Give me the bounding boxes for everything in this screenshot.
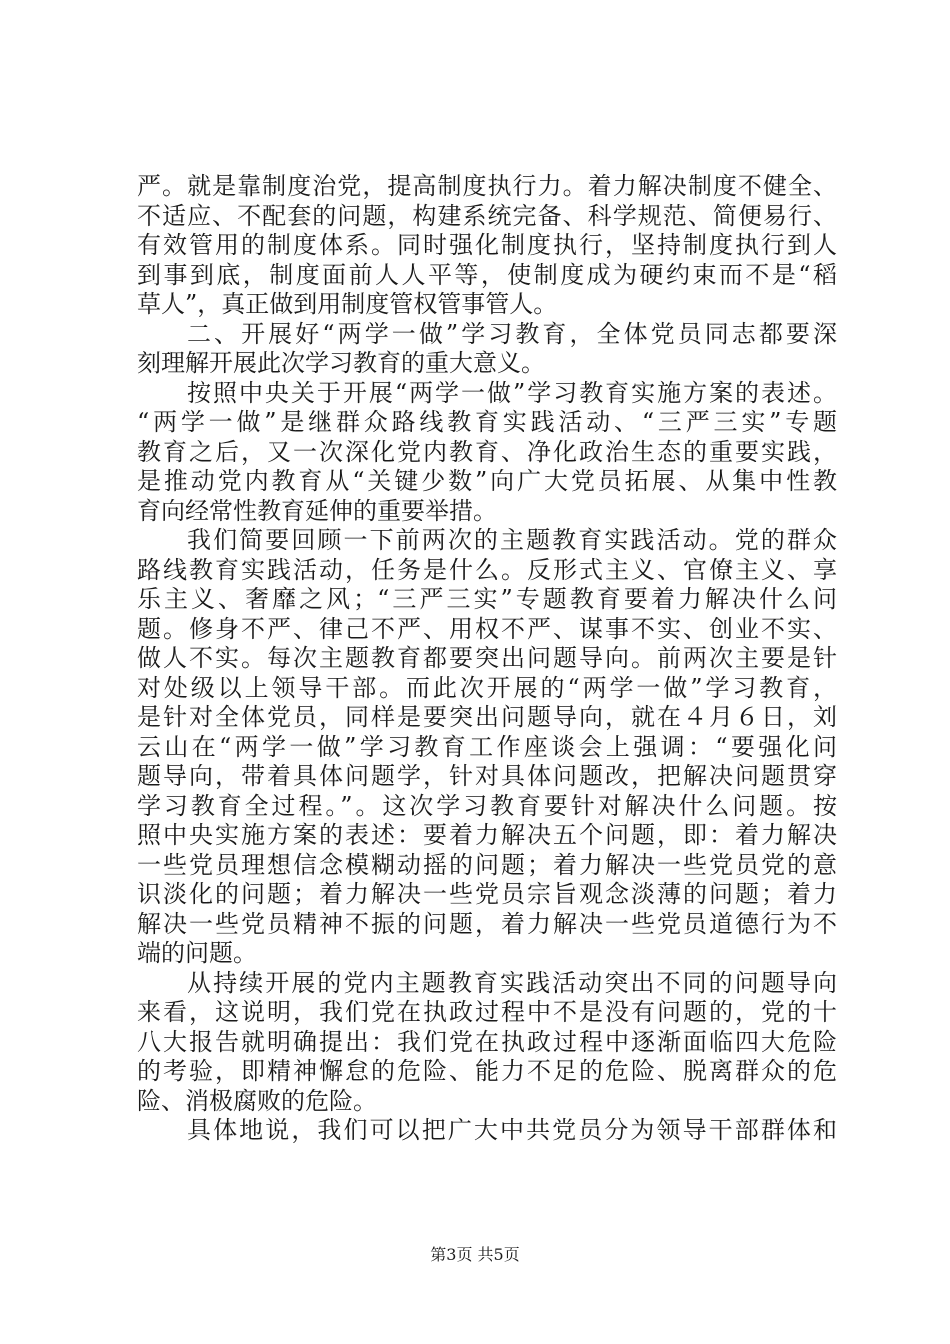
text-line: 做人不实。每次主题教育都要突出问题导向。前两次主要是针 bbox=[137, 644, 837, 672]
text-line: 有效管用的制度体系。同时强化制度执行，坚持制度执行到人 bbox=[137, 231, 837, 259]
text-line: 来看，这说明，我们党在执政过程中不是没有问题的，党的十 bbox=[137, 998, 837, 1026]
text-line: 不适应、不配套的问题，构建系统完备、科学规范、简便易行、 bbox=[137, 201, 837, 230]
paragraph bbox=[137, 379, 837, 527]
text-line: 严。就是靠制度治党，提高制度执行力。着力解决制度不健全、 bbox=[137, 172, 837, 200]
text-line: 按照中央关于开展“两学一做”学习教育实施方案的表述。 bbox=[187, 378, 837, 407]
paragraph bbox=[137, 526, 837, 969]
text-line: 端的问题。 bbox=[137, 939, 257, 967]
paragraph bbox=[137, 172, 837, 320]
paragraph bbox=[137, 969, 837, 1117]
text-line: 对处级以上领导干部。而此次开展的“两学一做”学习教育， bbox=[137, 673, 837, 702]
page-footer: 第3页 共5页 bbox=[430, 1245, 520, 1264]
paragraph bbox=[137, 1116, 837, 1146]
text-line: 具体地说，我们可以把广大中共党员分为领导干部群体和 bbox=[187, 1116, 837, 1144]
text-line: 云山在“两学一做”学习教育工作座谈会上强调：“要强化问 bbox=[137, 732, 837, 761]
text-line: 二、开展好“两学一做”学习教育，全体党员同志都要深 bbox=[187, 319, 837, 348]
paragraph bbox=[137, 320, 837, 379]
text-line: 照中央实施方案的表述：要着力解决五个问题，即：着力解决 bbox=[137, 821, 837, 849]
text-line: 解决一些党员精神不振的问题，着力解决一些党员道德行为不 bbox=[137, 909, 837, 938]
text-line: 题。修身不严、律己不严、用权不严、谋事不实、创业不实、 bbox=[137, 614, 837, 643]
text-line: 学习教育全过程。”。这次学习教育要针对解决什么问题。按 bbox=[137, 791, 837, 820]
text-line: 我们简要回顾一下前两次的主题教育实践活动。党的群众 bbox=[187, 526, 837, 554]
text-line: 险、消极腐败的危险。 bbox=[137, 1086, 377, 1115]
text-line: 刻理解开展此次学习教育的重大意义。 bbox=[137, 349, 545, 377]
text-line: 题导向，带着具体问题学，针对具体问题改，把解决问题贯穿 bbox=[137, 762, 837, 790]
text-line: 是推动党内教育从“关键少数”向广大党员拓展、从集中性教 bbox=[137, 467, 837, 495]
text-line: 是针对全体党员，同样是要突出问题导向，就在４月６日，刘 bbox=[137, 703, 837, 731]
text-line: 教育之后，又一次深化党内教育、净化政治生态的重要实践， bbox=[137, 437, 837, 466]
text-line: 识淡化的问题；着力解决一些党员宗旨观念淡薄的问题；着力 bbox=[137, 880, 837, 908]
text-line: 路线教育实践活动，任务是什么。反形式主义、官僚主义、享 bbox=[137, 555, 837, 584]
text-line: 到事到底，制度面前人人平等，使制度成为硬约束而不是“稻 bbox=[137, 260, 837, 289]
text-line: 乐主义、奢靡之风；“三严三实”专题教育要着力解决什么问 bbox=[137, 585, 837, 613]
text-line: 从持续开展的党内主题教育实践活动突出不同的问题导向 bbox=[187, 968, 837, 997]
text-line: 的考验，即精神懈怠的危险、能力不足的危险、脱离群众的危 bbox=[137, 1057, 837, 1085]
text-line: 草人”，真正做到用制度管权管事管人。 bbox=[137, 290, 558, 318]
document-body bbox=[137, 172, 837, 1146]
text-line: 八大报告就明确提出：我们党在执政过程中逐渐面临四大危险 bbox=[137, 1027, 837, 1056]
text-line: 一些党员理想信念模糊动摇的问题；着力解决一些党员党的意 bbox=[137, 850, 837, 879]
text-line: 育向经常性教育延伸的重要举措。 bbox=[137, 496, 497, 525]
text-line: “两学一做”是继群众路线教育实践活动、“三严三实”专题 bbox=[137, 408, 837, 436]
